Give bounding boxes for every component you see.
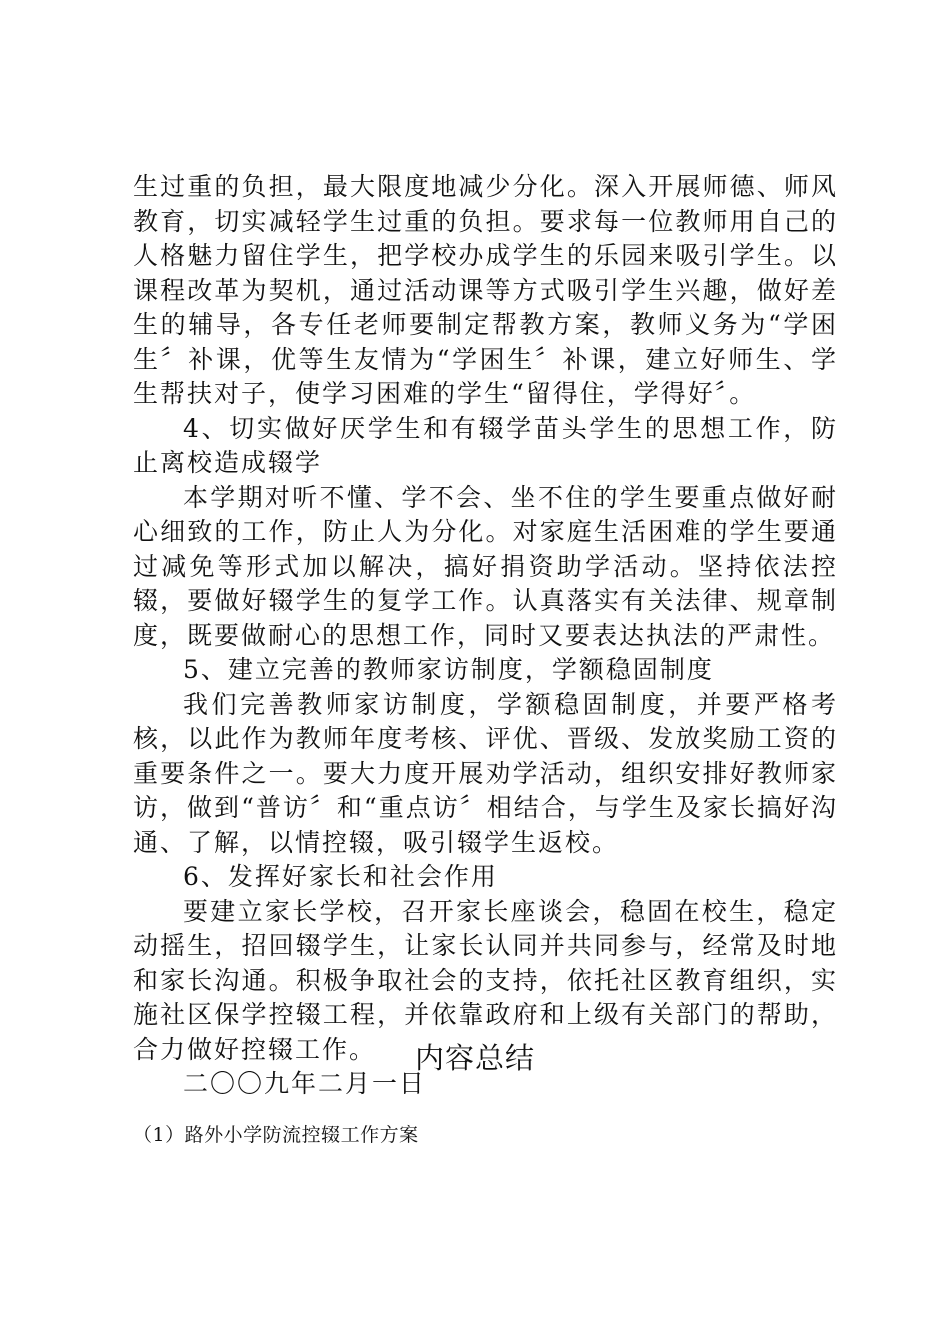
paragraph-section-6: 要建立家长学校，召开家长座谈会，稳固在校生，稳定动摇生，招回辍学生，让家长认同并共同参与，经常及时地和家长沟通。积极争取社会的支持，依托社区教育组织，实施社区保学控辍工程，并依靠政府和上级有关部门的帮助，合力做好控辍工作。 <box>133 896 838 1064</box>
document-date: 二〇〇九年二月一日 <box>183 1069 427 1098</box>
summary-title: 内容总结 <box>414 1041 535 1075</box>
paragraph-section-4: 本学期对听不懂、学不会、坐不住的学生要重点做好耐心细致的工作，防止人为分化。对家庭生活困难的学生要通过减免等形式加以解决，搞好捐资助学活动。坚持依法控辍，要做好辍学生的复学工作。认真落实有关法律、规章制度，既要做耐心的思想工作，同时又要表达执法的严肃性。 <box>133 482 838 650</box>
document-body <box>133 170 838 1102</box>
section-heading-6: 6、发挥好家长和社会作用 <box>183 862 498 891</box>
summary-item: （1）路外小学防流控辍工作方案 <box>133 1124 419 1146</box>
paragraph-section-5: 我们完善教师家访制度，学额稳固制度，并要严格考核，以此作为教师年度考核、评优、晋级、发放奖励工资的重要条件之一。要大力度开展劝学活动，组织安排好教师家访，做到“普访〞和“重点访〞相结合，与学生及家长搞好沟通、了解，以情控辍，吸引辍学生返校。 <box>133 689 838 857</box>
section-heading-5: 5、建立完善的教师家访制度，学额稳固制度 <box>183 655 714 684</box>
section-heading-4: 4、切实做好厌学生和有辍学苗头学生的思想工作，防止离校造成辍学 <box>133 413 838 477</box>
paragraph-continued: 生过重的负担，最大限度地减少分化。深入开展师德、师风教育，切实减轻学生过重的负担。要求每一位教师用自己的人格魅力留住学生，把学校办成学生的乐园来吸引学生。以课程改革为契机，通过活动课等方式吸引学生兴趣，做好差生的辅导，各专任老师要制定帮教方案，教师义务为“学困生〞补课，优等生友情为“学困生〞补课，建立好师生、学生帮扶对子，使学习困难的学生“留得住，学得好〞。 <box>133 172 838 408</box>
